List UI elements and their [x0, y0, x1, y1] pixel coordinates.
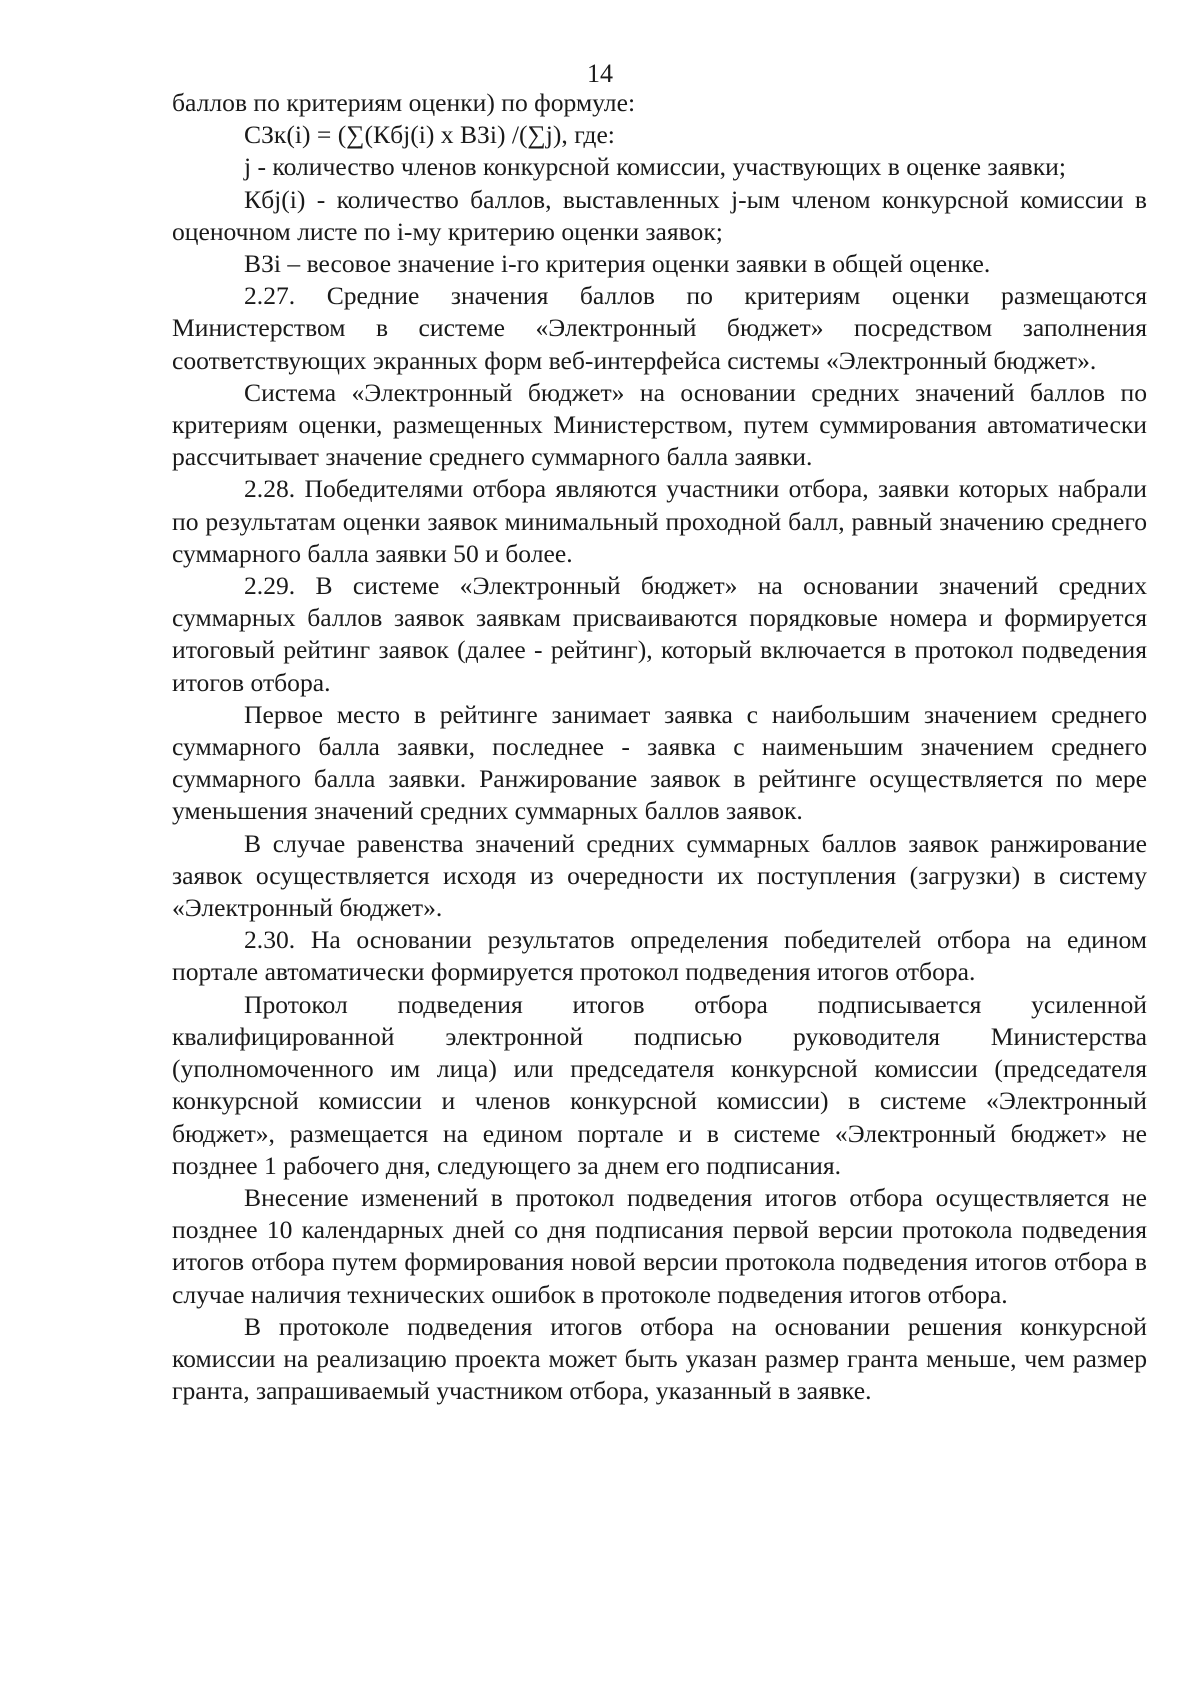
formula-definition: ВЗi – весовое значение i-го критерия оценки заявки в общей оценке.: [244, 249, 991, 279]
paragraph: баллов по критериям оценки) по формуле:: [172, 88, 636, 117]
paragraph: Протокол подведения итогов отбора подписывается усиленной квалифицированной электронной подписью руководителя Министерства (уполномоченного им лица) или председателя конкурсной комиссии (председателя конкурсной комиссии и членов конкурсной комиссии) в системе «Электронный бюджет», размещается на едином портале и в системе «Электронный бюджет» не позднее 1 рабочего дня, следующего за днем его подписания.: [172, 989, 1147, 1180]
paragraph: Первое место в рейтинге занимает заявка с наибольшим значением среднего суммарного балла заявки, последнее - заявка с наименьшим значением среднего суммарного балла заявки. Ранжирование заявок в рейтинге осуществляется по мере уменьшения значений средних суммарных баллов заявок.: [172, 699, 1147, 826]
paragraph: Система «Электронный бюджет» на основании средних значений баллов по критериям оценки, размещенных Министерством, путем суммирования автоматически рассчитывает значение среднего суммарного балла заявки.: [172, 377, 1147, 472]
document-body: [172, 87, 1147, 1407]
clause-2-27: 2.27. Средние значения баллов по критериям оценки размещаются Министерством в системе «Электронный бюджет» посредством заполнения соответствующих экранных форм веб-интерфейса системы «Электронный бюджет».: [172, 281, 1147, 375]
clause-2-30: 2.30. На основании результатов определения победителей отбора на едином портале автоматически формируется протокол подведения итогов отбора.: [172, 925, 1147, 987]
page-number: 14: [587, 59, 613, 88]
clause-2-29: 2.29. В системе «Электронный бюджет» на основании значений средних суммарных баллов заявок заявкам присваиваются порядковые номера и формируется итоговый рейтинг заявок (далее - рейтинг), который включается в протокол подведения итогов отбора.: [172, 571, 1147, 697]
paragraph: Внесение изменений в протокол подведения итогов отбора осуществляется не позднее 10 календарных дней со дня подписания первой версии протокола подведения итогов отбора путем формирования новой версии протокола подведения итогов отбора в случае наличия технических ошибок в протоколе подведения итогов отбора.: [172, 1182, 1147, 1309]
formula-line: СЗк(i) = (∑(Кбj(i) х ВЗi) /(∑j), где:: [244, 120, 615, 150]
formula-definition: Кбj(i) - количество баллов, выставленных j-ым членом конкурсной комиссии в оценочном листе по i-му критерию оценки заявок;: [172, 184, 1147, 246]
clause-2-28: 2.28. Победителями отбора являются участники отбора, заявки которых набрали по результатам оценки заявок минимальный проходной балл, равный значению среднего суммарного балла заявки 50 и более.: [172, 474, 1147, 568]
paragraph: В протоколе подведения итогов отбора на основании решения конкурсной комиссии на реализацию проекта может быть указан размер гранта меньше, чем размер гранта, запрашиваемый участником отбора, указанный в заявке.: [172, 1311, 1147, 1406]
formula-definition: j - количество членов конкурсной комиссии, участвующих в оценке заявки;: [244, 152, 1066, 182]
paragraph: В случае равенства значений средних суммарных баллов заявок ранжирование заявок осуществляется исходя из очередности их поступления (загрузки) в систему «Электронный бюджет».: [172, 828, 1147, 923]
